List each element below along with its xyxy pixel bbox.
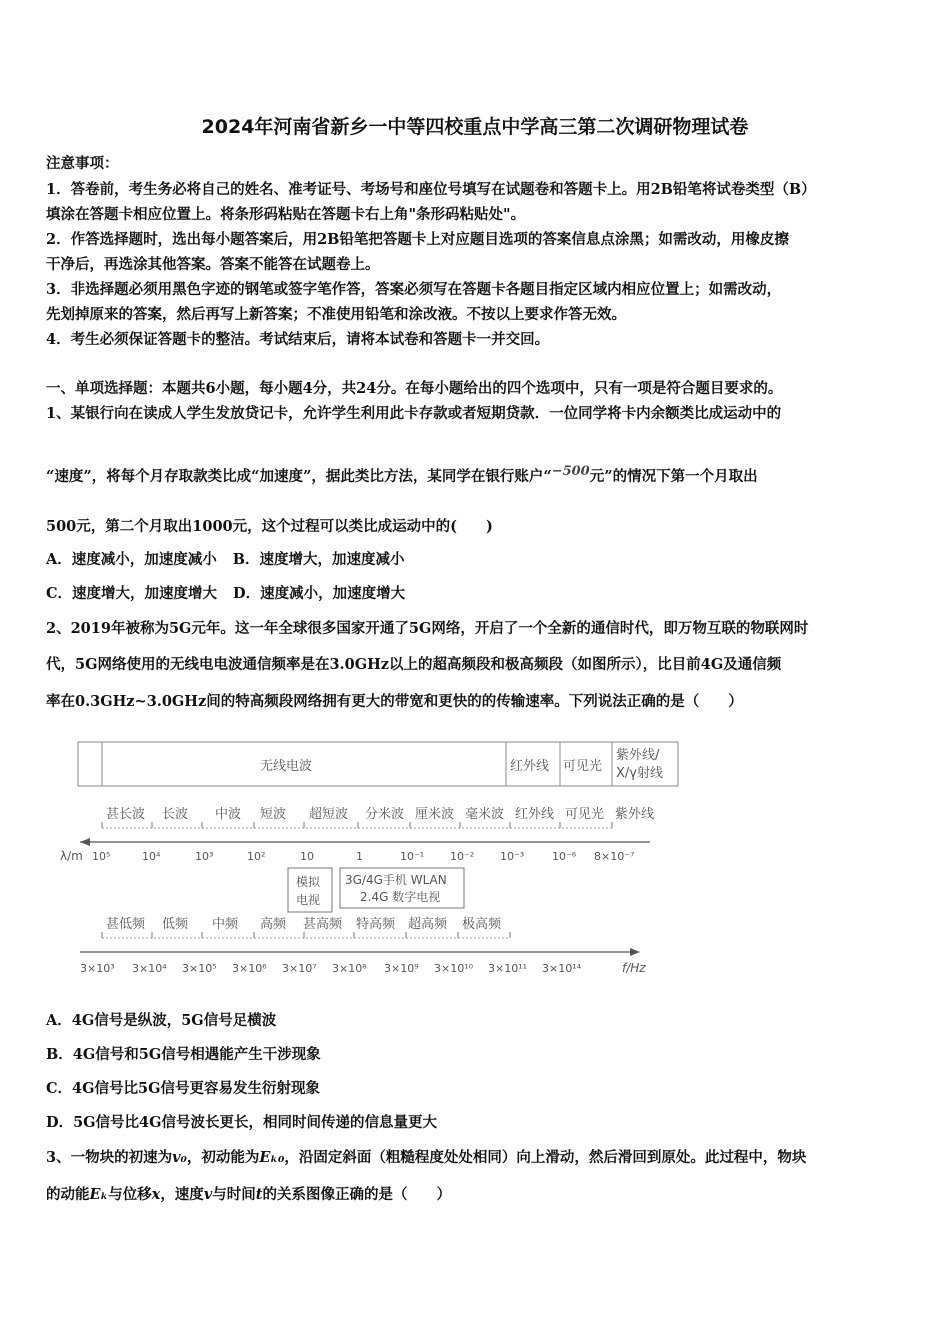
option-a[interactable]: A．速度减小，加速度减小: [46, 551, 217, 568]
wave-name: 可见光: [565, 807, 605, 822]
bracket-ticks: [102, 822, 612, 828]
notice-line: 干净后，再选涂其他答案。答案不能答在试题卷上。: [46, 256, 380, 273]
option-d[interactable]: D．5G信号比4G信号波长更长，相同时间传递的信息量更大: [46, 1114, 438, 1131]
notice-line: 填涂在答题卡相应位置上。将条形码粘贴在答题卡右上角"条形码粘贴处"。: [46, 206, 526, 223]
box-text: 3G/4G手机 WLAN: [345, 873, 447, 887]
bracket-ticks: [102, 932, 510, 938]
freq-name: 甚低频: [106, 917, 146, 932]
lambda-tick: 10: [300, 850, 314, 863]
band-label: 紫外线/: [616, 748, 660, 763]
freq-tick: 3×10¹¹: [488, 962, 528, 975]
wave-name: 红外线: [515, 807, 555, 822]
notice-line: 2．作答选择题时，选出每小题答案后，用2B铅笔把答题卡上对应题目选项的答案信息点涂黑；如需改动，用橡皮擦: [46, 231, 789, 248]
freq-name: 中频: [212, 917, 239, 932]
freq-name: 低频: [162, 917, 189, 932]
math-value: −500: [551, 464, 590, 479]
q1-line: 500元，第二个月取出1000元，这个过程可以类比成运动中的( ): [46, 518, 493, 535]
freq-tick: 3×10³: [80, 962, 115, 975]
option-c[interactable]: C．速度增大，加速度增大: [46, 585, 218, 602]
lambda-arrow: [80, 838, 90, 846]
band-label: X/γ射线: [616, 766, 663, 781]
wave-name: 短波: [260, 807, 287, 822]
freq-tick: 3×10⁷: [282, 962, 317, 975]
freq-tick: 3×10⁵: [182, 962, 217, 975]
box-text: 2.4G 数字电视: [360, 890, 441, 904]
q2-line: 代，5G网络使用的无线电电波通信频率是在3.0GHz以上的超高频段和极高频段（如图所示），比目前4G及通信频: [46, 656, 782, 673]
freq-name: 特高频: [356, 917, 396, 932]
freq-tick: 3×10⁹: [384, 962, 419, 975]
freq-tick: 3×10⁶: [232, 962, 267, 975]
freq-tick: 3×10¹⁰: [434, 962, 474, 975]
lambda-tick: 10³: [195, 850, 214, 863]
freq-arrow: [630, 948, 640, 956]
wave-name: 毫米波: [465, 807, 505, 822]
freq-name: 高频: [260, 917, 287, 932]
freq-name: 极高频: [462, 917, 502, 932]
band-label: 无线电波: [260, 759, 313, 774]
freq-name: 超高频: [408, 917, 448, 932]
q3-line: 3、一物块的初速为v₀，初动能为Eₖ₀，沿固定斜面（粗糙程度处处相同）向上滑动，然后滑回到原处。此过程中，物块: [46, 1149, 807, 1166]
q2-line: 2、2019年被称为5G元年。这一年全球很多国家开通了5G网络，开启了一个全新的通信时代，即万物互联的物联网时: [46, 620, 809, 637]
q1-options-row: [46, 582, 421, 603]
lambda-tick: 1: [356, 850, 363, 863]
lambda-ticks: [92, 850, 634, 863]
freq-tick: 3×10⁴: [132, 962, 167, 975]
section-heading: 一、单项选择题：本题共6小题，每小题4分，共24分。在每小题给出的四个选项中，只有一项是符合题目要求的。: [46, 380, 783, 397]
wave-name: 紫外线: [615, 807, 655, 822]
option-b[interactable]: B．4G信号和5G信号相遇能产生干涉现象: [46, 1046, 321, 1063]
q1-options-row: [46, 548, 421, 569]
wave-name: 中波: [215, 807, 242, 822]
lambda-tick: 10²: [247, 850, 266, 863]
q3-line: 的动能Eₖ与位移x，速度v与时间t的关系图像正确的是（ ）: [46, 1186, 451, 1203]
wave-name: 长波: [162, 807, 189, 822]
lambda-tick: 8×10⁻⁷: [594, 850, 635, 863]
notice-line: 4．考生必须保证答题卡的整洁。考试结束后，请将本试卷和答题卡一并交回。: [46, 331, 550, 348]
q2-line: 率在0.3GHz~3.0GHz间的特高频段网络拥有更大的带宽和更快的的传输速率。下列说法正确的是（ ）: [46, 693, 743, 710]
lambda-tick: 10⁵: [92, 850, 111, 863]
em-spectrum-diagram: [60, 740, 680, 980]
freq-axis-label: f/Hz: [622, 961, 646, 975]
wave-name: 甚长波: [106, 807, 146, 822]
lambda-axis-label: λ/m: [60, 849, 83, 863]
lambda-tick: 10⁻³: [500, 850, 525, 863]
wave-name: 分米波: [365, 807, 405, 822]
option-d[interactable]: D．速度减小，加速度增大: [233, 585, 406, 602]
lambda-tick: 10⁻¹: [400, 850, 425, 863]
notice-line: 3．非选择题必须用黑色字迹的钢笔或签字笔作答，答案必须写在答题卡各题目指定区域内相应位置上；如需改动，: [46, 281, 782, 298]
freq-name: 甚高频: [303, 917, 343, 932]
lambda-tick: 10⁴: [142, 850, 161, 863]
lambda-tick: 10⁻²: [450, 850, 475, 863]
lambda-tick: 10⁻⁶: [552, 850, 577, 863]
notice-line: 先划掉原来的答案，然后再写上新答案；不准使用铅笔和涂改液。不按以上要求作答无效。: [46, 306, 626, 323]
page-title: 2024年河南省新乡一中等四校重点中学高三第二次调研物理试卷: [201, 116, 749, 138]
box-text: 电视: [296, 893, 321, 907]
option-a[interactable]: A．4G信号是纵波，5G信号足横波: [46, 1012, 277, 1029]
wave-name: 厘米波: [415, 807, 455, 822]
band-label: 可见光: [563, 759, 603, 774]
freq-ticks: [80, 962, 582, 975]
band-label: 红外线: [510, 759, 550, 774]
freq-tick: 3×10⁸: [332, 962, 367, 975]
option-b[interactable]: B．速度增大，加速度减小: [232, 551, 405, 568]
wave-name: 超短波: [309, 807, 349, 822]
option-c[interactable]: C．4G信号比5G信号更容易发生衍射现象: [46, 1080, 320, 1097]
wave-name-row: [106, 806, 654, 822]
q1-line: 1、某银行向在读成人学生发放贷记卡，允许学生利用此卡存款或者短期贷款．一位同学将卡内余额类比成运动中的: [46, 405, 782, 422]
freq-tick: 3×10¹⁴: [542, 962, 582, 975]
notice-heading: 注意事项：: [46, 155, 119, 172]
box-text: 模拟: [296, 875, 321, 889]
q1-line: “速度”，将每个月存取款类比成“加速度”，据此类比方法，某同学在银行账户“−500元”的情况下第一个月取出: [46, 464, 758, 485]
freq-name-row: [106, 916, 502, 932]
notice-line: 1．答卷前，考生务必将自己的姓名、准考证号、考场号和座位号填写在试题卷和答题卡上。用2B铅笔将试卷类型（B）: [46, 181, 816, 198]
